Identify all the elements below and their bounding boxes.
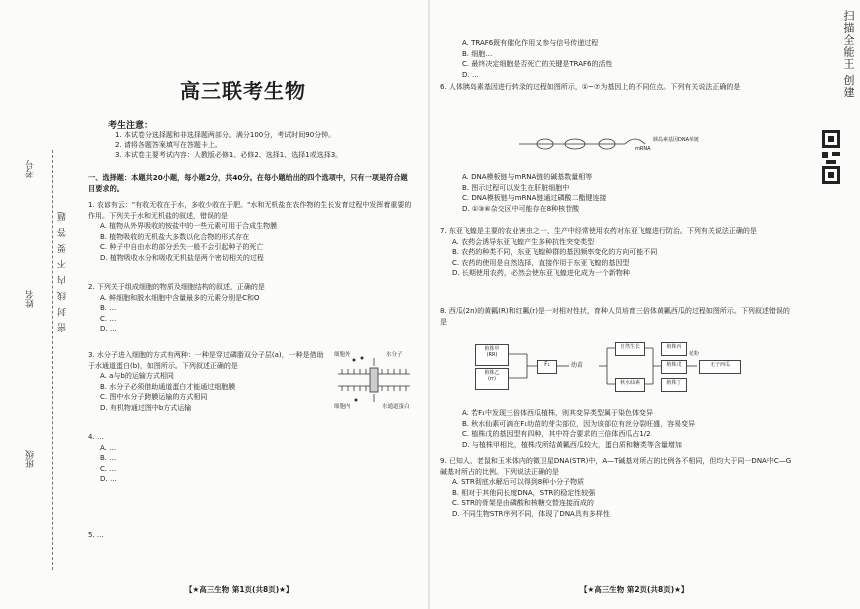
option: C. … xyxy=(100,464,117,473)
transcription-figure xyxy=(515,130,700,158)
option: C. 植株戊的基因型有四种，其中符合要求的三倍体西瓜占1/2 xyxy=(462,430,651,438)
transcription-diagram xyxy=(515,130,695,158)
option: C. 种子中自由水的部分丢失一般不会引起种子的死亡 xyxy=(100,243,264,251)
option: D. 不同生物STR序列不同，体现了DNA具有多样性 xyxy=(452,509,610,518)
question-4 xyxy=(88,432,418,485)
pollen-label: 花粉 xyxy=(689,351,700,357)
exam-page-2 xyxy=(430,0,812,609)
option: A. … xyxy=(100,443,117,452)
option: A. 农药会诱导东亚飞蝗产生多种抗性突变类型 xyxy=(452,237,595,246)
qr-code-icon xyxy=(822,130,840,184)
f1-box: F₁ xyxy=(537,360,557,374)
binding-strip xyxy=(6,150,76,570)
option: D. … xyxy=(462,70,479,79)
option: D. ①③⑥杂交区中可能存在8种核苷酸 xyxy=(462,204,580,213)
breeding-flowchart xyxy=(475,334,755,400)
option: A. DNA模板链与mRNA链的碱基数量相等 xyxy=(462,173,593,181)
notice-heading: 考生注意： xyxy=(108,121,154,131)
water-channel-figure xyxy=(334,350,414,410)
plant-bing-box: 植株丙 xyxy=(661,342,687,356)
option: B. 农药的种类不同，东亚飞蝗种群的基因频率变化的方向可能不同 xyxy=(452,248,658,256)
plant-yi-box: 植株乙 (rr) xyxy=(475,368,509,390)
question-5 xyxy=(88,530,418,541)
option: D. 与植株甲相比，植株戊所结黄瓤西瓜较大，蛋白质和糖类等含量增加 xyxy=(462,440,682,449)
question-3 xyxy=(88,350,328,413)
exam-page-1 xyxy=(0,0,428,609)
page-title: 高三联考生物 xyxy=(180,79,306,103)
plant-jia-box: 植株甲 (RR) xyxy=(475,344,509,366)
option: D. 长期使用农药，必然会使东亚飞蝗进化成为一个新物种 xyxy=(452,269,630,277)
question-2 xyxy=(88,282,418,335)
option: D. 有机物通过图中b方式运输 xyxy=(100,403,192,412)
page-footer: 【★高三生物 第2页(共8页)★】 xyxy=(580,585,689,594)
option: B. 图示过程可以发生在肝脏细胞中 xyxy=(462,183,570,192)
question-stem: 6. 人体胰岛素基因进行转录的过程如图所示，①~⑦为基因上的不同位点。下列有关说法正确的是 xyxy=(440,83,741,91)
question-stem: 2. 下列关于组成细胞的物质及细胞结构的叙述，正确的是 xyxy=(88,283,265,291)
option: A. 若F₁中发现三倍体西瓜植株，则其变异类型属于染色体变异 xyxy=(462,409,653,417)
option: A. TRAF6既有催化作用又参与信号传递过程 xyxy=(462,39,599,47)
seal-text: 密 封 线 内 不 要 答 题 xyxy=(58,210,68,333)
question-8-options xyxy=(450,408,800,450)
notice-line: 1. 本试卷分选择题和非选择题两部分。满分100分，考试时间90分钟。 xyxy=(115,131,336,139)
seal-line xyxy=(52,150,53,570)
figure-label: 细胞内 xyxy=(334,404,351,410)
question-stem: 5. … xyxy=(88,531,104,539)
option: D. … xyxy=(100,475,117,483)
option: B. 细胞… xyxy=(462,49,493,58)
option: A. a与b的运输方式相同 xyxy=(100,372,174,380)
plant-ding-box: 植株丁 xyxy=(661,378,687,392)
option: B. 相对于其他同长度DNA，STR的稳定性较强 xyxy=(452,488,596,497)
notice-line: 2. 请将各题答案填写在答题卡上。 xyxy=(115,141,222,149)
figure-label: 细胞外 xyxy=(334,352,351,358)
option: C. 最终决定细胞是否死亡的关键是TRAF6的活性 xyxy=(462,60,613,68)
membrane-diagram xyxy=(334,350,414,410)
plant-wu-box: 植株戊 xyxy=(661,360,687,374)
figure-label: 胰岛素基因DNA单链 xyxy=(653,137,700,143)
option: B. … xyxy=(100,454,117,462)
question-9 xyxy=(440,456,795,519)
scanner-watermark xyxy=(816,10,856,190)
notice-line: 3. 本试卷主要考试内容：人教版必修1、必修2、选择1、选择1或选择3。 xyxy=(115,151,343,159)
option: A. 植物从外界吸收的铵盐中的一些元素可用于合成生物膜 xyxy=(100,222,278,230)
natural-growth-box: 自然生长 xyxy=(615,342,645,356)
figure-label: mRNA xyxy=(635,146,651,152)
question-6 xyxy=(440,82,795,93)
question-5-continued xyxy=(450,38,800,80)
question-6-options xyxy=(450,172,800,214)
option: B. 水分子必须借助通道蛋白才能通过细胞膜 xyxy=(100,382,236,391)
option: D. 植物吸收水分和吸收无机盐是两个密切相关的过程 xyxy=(100,253,264,262)
question-8 xyxy=(440,306,795,327)
seedling-label: 幼苗 xyxy=(571,362,584,369)
option: C. … xyxy=(100,314,117,323)
option: B. 植物吸收的无机盐大多数以化合物的形式存在 xyxy=(100,232,250,241)
section-heading: 一、选择题：本题共20小题，每小题2分，共40分。在每小题给出的四个选项中，只有一项是符合题目要求的。 xyxy=(88,173,408,193)
option: A. 鲜细胞和脱水细胞中含量最多的元素分别是C和O xyxy=(100,293,260,302)
option: D. … xyxy=(100,325,117,333)
question-stem: 8. 西瓜(2n)的黄瓤(R)和红瓤(r)是一对相对性状，育种人员培育三倍体黄瓤西瓜的过程如图所示。下列叙述错误的是 xyxy=(440,307,790,326)
name-label: 姓名 xyxy=(26,290,36,308)
question-stem: 9. 已知人、老鼠和玉米体内的微卫星DNA(STR)中，A—T碱基对所占的比例各不相同，但均大于同一DNA中C—G碱基对所占的比例。下列说法正确的是 xyxy=(440,457,792,476)
page-footer: 【★高三生物 第1页(共8页)★】 xyxy=(185,585,294,594)
exam-number-label: 考号 xyxy=(26,160,36,178)
watermark-text: 扫描全能王 创建 xyxy=(842,10,855,99)
option: C. DNA模板链与mRNA链通过磷酸二酯键连接 xyxy=(462,194,607,202)
seedless-watermelon-box: 无子西瓜 xyxy=(699,360,741,374)
option: B. 秋水仙素可滴在F₁幼苗的芽尖部位，因为该部位有丝分裂旺盛，容易变异 xyxy=(462,419,696,428)
question-stem: 7. 东亚飞蝗是主要的农业害虫之一，生产中经常使用农药对东亚飞蝗进行防治。下列有关说法正确的是 xyxy=(440,227,757,235)
option: C. STR的骨架是由磷酸和核糖交替连接而成的 xyxy=(452,499,594,507)
question-stem: 1. 农谚有云："有收无收在于水，多收少收在于肥。"水和无机盐在农作物的生长发育过程中发挥着重要的作用。下列关于水和无机盐的叙述，错误的是 xyxy=(88,201,412,220)
colchicine-box: 秋水仙素 xyxy=(615,378,645,392)
figure-label: 水通道蛋白 xyxy=(382,404,410,410)
option: C. 农药的使用是自然选择，直接作用于东亚飞蝗的基因型 xyxy=(452,258,630,267)
question-7 xyxy=(440,226,795,279)
class-label: 班级 xyxy=(26,450,36,468)
question-stem: 3. 水分子进入细胞的方式有两种：一种是穿过磷脂双分子层(a)，一种是借助于水通道蛋白(b)，如图所示。下列叙述正确的是 xyxy=(88,351,324,370)
option: C. 图中水分子跨膜运输的方式相同 xyxy=(100,393,208,401)
question-1 xyxy=(88,200,418,263)
option: A. STR彻底水解后可以得到8种小分子物质 xyxy=(452,478,585,486)
option: B. … xyxy=(100,304,117,312)
figure-label: 水分子 xyxy=(386,352,403,358)
question-stem: 4. … xyxy=(88,433,104,441)
